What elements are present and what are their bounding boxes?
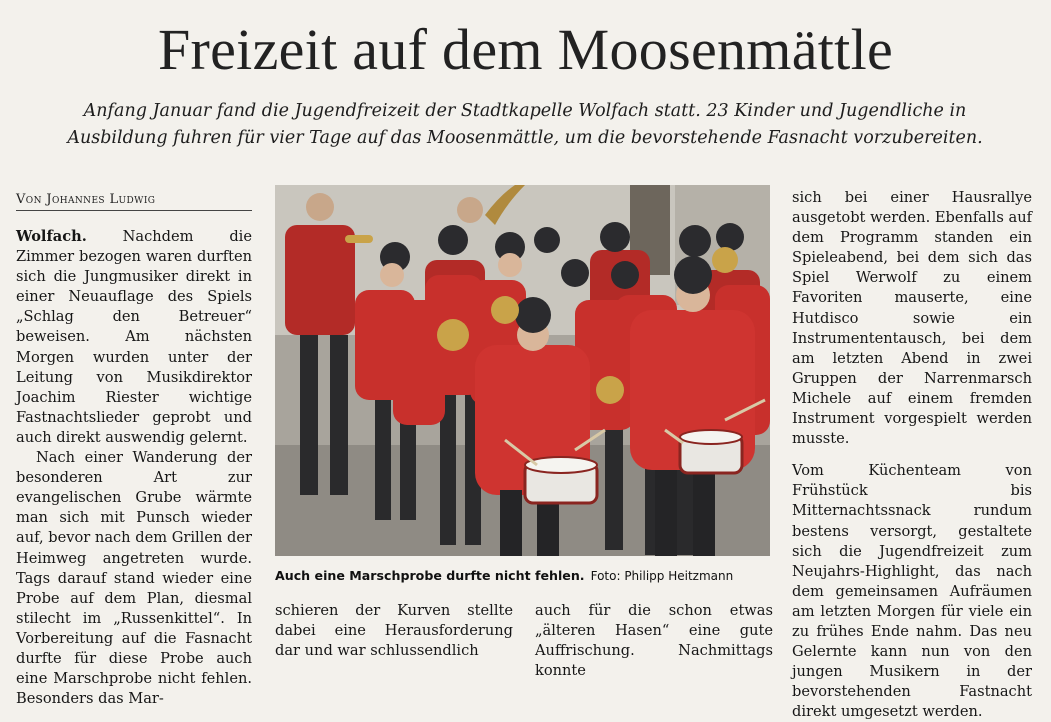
paragraph bbox=[16, 227, 252, 448]
column-1 bbox=[16, 227, 252, 709]
article-headline: Freizeit auf dem Moosenmättle bbox=[157, 17, 894, 82]
column-2 bbox=[275, 601, 513, 661]
column-3 bbox=[535, 601, 773, 681]
column-4 bbox=[792, 188, 1032, 722]
paragraph: sich bei einer Hausrallye ausgetobt werden. Ebenfalls auf dem Programm standen ein Spieleabend, bei dem sich das Spiel Werwolf zu einem Favoriten mauserte, eine Hutdisco sowie ein Instrumententausch, bei dem am letzten Abend in zwei Gruppen der Narrenmarsch Michele auf einem fremden Instrument vorgespielt werden musste. bbox=[792, 189, 1032, 448]
photo-credit: Foto: Philipp Heitzmann bbox=[590, 569, 734, 583]
paragraph-text: Nachdem die Zimmer bezogen waren durften sich die Jungmusiker direkt in einer Neuauflage des Spiels „Schlag den Betreuer“ beweisen. Am nächsten Morgen wurden unter der Leitung von Musikdirektor Joachim Riester wichtige Fastnachtslieder geprobt und auch direkt auswendig gelernt. bbox=[16, 228, 252, 446]
dateline: Wolfach. bbox=[16, 228, 87, 245]
marching-band-photo bbox=[275, 185, 770, 556]
paragraph: schieren der Kurven stellte dabei eine Herausforderung dar und war schlussendlich bbox=[275, 602, 513, 660]
byline: Von Johannes Ludwig bbox=[16, 192, 252, 211]
photo-caption bbox=[275, 568, 770, 583]
article-lead: Anfang Januar fand die Jugendfreizeit der Stadtkapelle Wolfach statt. 23 Kinder und Jugendliche in Ausbildung fuhren für vier Tage auf das Moosenmättle, um die bevorstehende Fasnacht vorzubereiten. bbox=[67, 101, 983, 148]
paragraph: Nach einer Wanderung der besonderen Art zur evangelischen Grube wärmte man sich mit Punsch wieder auf, bevor nach dem Grillen der Heimweg angetreten wurde. Tags darauf stand wieder eine Probe auf dem Plan, diesmal stilecht im „Russenkittel“. In Vorbereitung auf die Fasnacht durfte für diese Probe auch eine Marschprobe nicht fehlen. Besonders das Mar- bbox=[16, 449, 252, 708]
caption-text: Auch eine Marschprobe durfte nicht fehlen. bbox=[275, 568, 585, 583]
article-photo bbox=[275, 185, 770, 556]
paragraph: Vom Küchenteam von Frühstück bis Mitternachtssnack rundum bestens versorgt, gestaltete sich die Jugendfreizeit zum Neujahrs-Highlight, das nach dem gemeinsamen Aufräumen am letzten Morgen für viele ein zu frühes Ende nahm. Das neu Gelernte kann nun von den jungen Musikern in der bevorstehenden Fastnacht direkt umgesetzt werden. bbox=[792, 462, 1032, 721]
paragraph: auch für die schon etwas „älteren Hasen“ eine gute Auffrischung. Nachmittags konnte bbox=[535, 602, 773, 680]
